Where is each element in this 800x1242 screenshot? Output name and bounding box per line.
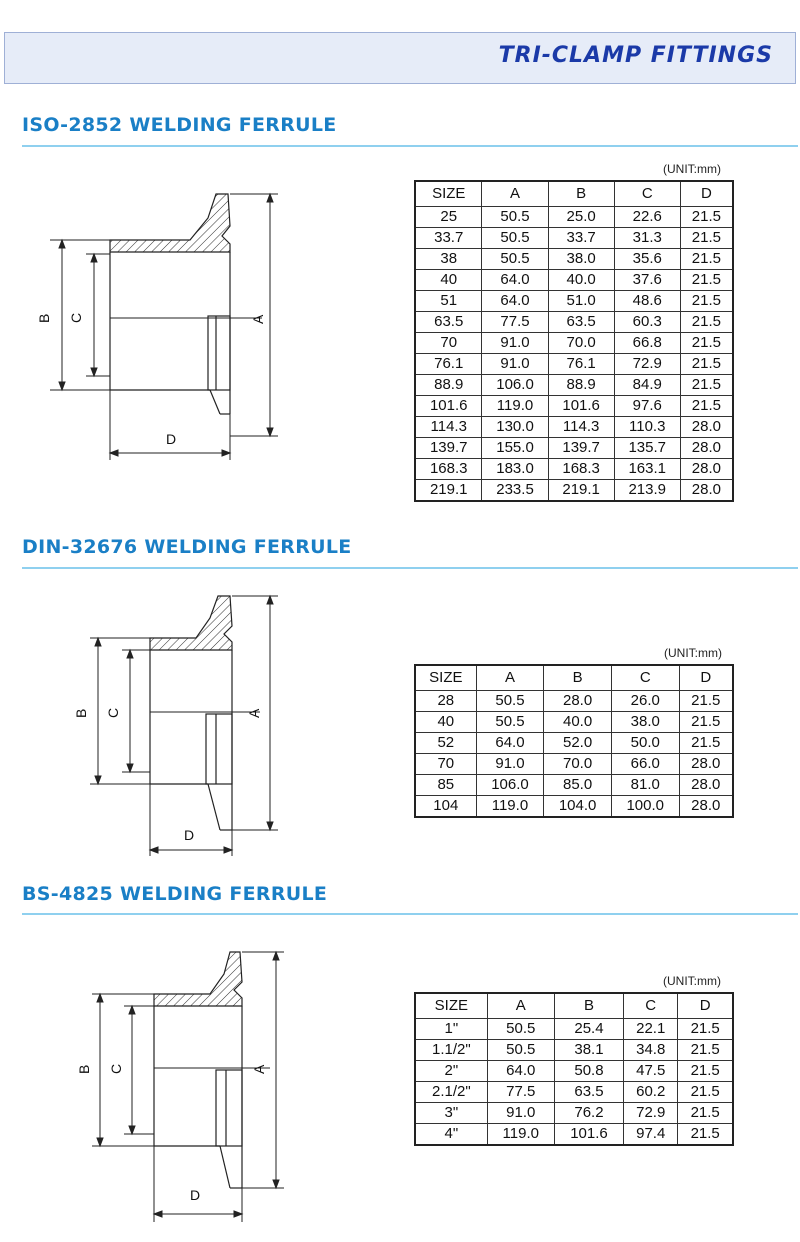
dimension-cell: 72.9 xyxy=(624,1103,678,1124)
dimension-cell: 91.0 xyxy=(482,333,548,354)
dimension-cell: 77.5 xyxy=(482,312,548,333)
table-row xyxy=(415,1124,733,1146)
dimension-cell: 28.0 xyxy=(544,691,612,712)
dimension-cell: 28.0 xyxy=(679,775,733,796)
table-row xyxy=(415,691,733,712)
spec-table-bs-4825 xyxy=(414,992,734,1146)
size-cell: 101.6 xyxy=(415,396,482,417)
dimension-cell: 100.0 xyxy=(611,796,679,818)
table-row xyxy=(415,733,733,754)
table-row xyxy=(415,459,733,480)
dimension-cell: 104.0 xyxy=(544,796,612,818)
section-divider xyxy=(22,913,798,915)
dimension-cell: 21.5 xyxy=(680,291,733,312)
table-header-row xyxy=(415,665,733,691)
dimension-label-a: A xyxy=(250,314,266,324)
dimension-cell: 70.0 xyxy=(548,333,614,354)
dimension-cell: 26.0 xyxy=(611,691,679,712)
dimension-cell: 183.0 xyxy=(482,459,548,480)
table-row xyxy=(415,396,733,417)
size-cell: 52 xyxy=(415,733,476,754)
dimension-cell: 64.0 xyxy=(482,270,548,291)
ferrule-diagram-iso-2852 xyxy=(30,178,290,468)
dimension-cell: 47.5 xyxy=(624,1061,678,1082)
dimension-cell: 21.5 xyxy=(680,207,733,228)
column-header: B xyxy=(554,993,623,1019)
spec-table-din-32676 xyxy=(414,664,734,818)
dimension-cell: 28.0 xyxy=(680,459,733,480)
column-header: D xyxy=(678,993,733,1019)
size-cell: 2.1/2" xyxy=(415,1082,487,1103)
dimension-cell: 63.5 xyxy=(548,312,614,333)
size-cell: 1.1/2" xyxy=(415,1040,487,1061)
dimension-cell: 101.6 xyxy=(554,1124,623,1146)
dimension-cell: 28.0 xyxy=(679,796,733,818)
dimension-cell: 139.7 xyxy=(548,438,614,459)
dimension-cell: 52.0 xyxy=(544,733,612,754)
dimension-cell: 70.0 xyxy=(544,754,612,775)
table-header-row xyxy=(415,993,733,1019)
column-header: C xyxy=(614,181,680,207)
dimension-cell: 64.0 xyxy=(476,733,544,754)
ferrule-diagram-din-32676 xyxy=(68,588,288,858)
column-header: A xyxy=(476,665,544,691)
dimension-cell: 25.0 xyxy=(548,207,614,228)
dimension-cell: 21.5 xyxy=(679,691,733,712)
dimension-cell: 21.5 xyxy=(678,1103,733,1124)
header-banner xyxy=(4,32,796,84)
dimension-cell: 50.5 xyxy=(487,1040,554,1061)
dimension-cell: 219.1 xyxy=(548,480,614,502)
dimension-label-d: D xyxy=(184,827,195,843)
dimension-cell: 50.5 xyxy=(482,228,548,249)
dimension-cell: 21.5 xyxy=(680,312,733,333)
section-title-din-32676: DIN-32676 WELDING FERRULE xyxy=(22,536,352,558)
spec-table-iso-2852 xyxy=(414,180,734,502)
size-cell: 25 xyxy=(415,207,482,228)
dimension-cell: 21.5 xyxy=(680,270,733,291)
dimension-cell: 233.5 xyxy=(482,480,548,502)
table-row xyxy=(415,207,733,228)
ferrule-section-drawing xyxy=(110,194,230,414)
table-row xyxy=(415,1082,733,1103)
section-divider xyxy=(22,567,798,569)
table-row xyxy=(415,249,733,270)
dimension-cell: 63.5 xyxy=(554,1082,623,1103)
dimension-cell: 85.0 xyxy=(544,775,612,796)
unit-label: (UNIT:mm) xyxy=(664,646,722,660)
dimension-cell: 101.6 xyxy=(548,396,614,417)
dimension-cell: 25.4 xyxy=(554,1019,623,1040)
dimension-cell: 76.1 xyxy=(548,354,614,375)
dimension-cell: 91.0 xyxy=(476,754,544,775)
dimension-cell: 163.1 xyxy=(614,459,680,480)
table-row xyxy=(415,775,733,796)
dimension-cell: 77.5 xyxy=(487,1082,554,1103)
dimension-cell: 72.9 xyxy=(614,354,680,375)
dimension-cell: 34.8 xyxy=(624,1040,678,1061)
dimension-cell: 48.6 xyxy=(614,291,680,312)
table-row xyxy=(415,228,733,249)
dimension-cell: 21.5 xyxy=(678,1124,733,1146)
ferrule-diagram-bs-4825 xyxy=(74,944,290,1226)
dimension-cell: 50.5 xyxy=(482,207,548,228)
dimension-cell: 28.0 xyxy=(680,438,733,459)
dimension-cell: 21.5 xyxy=(680,249,733,270)
column-header: B xyxy=(544,665,612,691)
dimension-cell: 21.5 xyxy=(678,1061,733,1082)
table-row xyxy=(415,417,733,438)
dimension-cell: 76.2 xyxy=(554,1103,623,1124)
dimension-label-a: A xyxy=(251,1064,267,1074)
table-row xyxy=(415,754,733,775)
column-header: D xyxy=(679,665,733,691)
dimension-cell: 37.6 xyxy=(614,270,680,291)
size-cell: 40 xyxy=(415,712,476,733)
dimension-c xyxy=(124,1006,154,1134)
size-cell: 139.7 xyxy=(415,438,482,459)
column-header: A xyxy=(482,181,548,207)
size-cell: 114.3 xyxy=(415,417,482,438)
dimension-cell: 38.0 xyxy=(548,249,614,270)
dimension-cell: 51.0 xyxy=(548,291,614,312)
table-row xyxy=(415,375,733,396)
dimension-cell: 91.0 xyxy=(482,354,548,375)
dimension-cell: 50.5 xyxy=(482,249,548,270)
dimension-cell: 64.0 xyxy=(487,1061,554,1082)
table-row xyxy=(415,1103,733,1124)
dimension-cell: 135.7 xyxy=(614,438,680,459)
dimension-cell: 81.0 xyxy=(611,775,679,796)
table-row xyxy=(415,796,733,818)
dimension-cell: 21.5 xyxy=(680,375,733,396)
dimension-cell: 97.6 xyxy=(614,396,680,417)
table-row xyxy=(415,333,733,354)
dimension-cell: 50.8 xyxy=(554,1061,623,1082)
size-cell: 70 xyxy=(415,333,482,354)
dimension-c xyxy=(122,650,150,772)
size-cell: 63.5 xyxy=(415,312,482,333)
unit-label: (UNIT:mm) xyxy=(663,162,721,176)
dimension-cell: 38.0 xyxy=(611,712,679,733)
size-cell: 33.7 xyxy=(415,228,482,249)
size-cell: 40 xyxy=(415,270,482,291)
section-title-bs-4825: BS-4825 WELDING FERRULE xyxy=(22,883,328,905)
size-cell: 104 xyxy=(415,796,476,818)
column-header: B xyxy=(548,181,614,207)
size-cell: 51 xyxy=(415,291,482,312)
dimension-label-a: A xyxy=(246,708,262,718)
dimension-cell: 50.5 xyxy=(487,1019,554,1040)
dimension-cell: 50.0 xyxy=(611,733,679,754)
table-header-row xyxy=(415,181,733,207)
dimension-cell: 50.5 xyxy=(476,712,544,733)
dimension-d xyxy=(110,390,230,460)
ferrule-section-drawing xyxy=(154,952,242,1188)
dimension-cell: 21.5 xyxy=(678,1082,733,1103)
dimension-cell: 21.5 xyxy=(679,712,733,733)
column-header: C xyxy=(624,993,678,1019)
dimension-cell: 119.0 xyxy=(482,396,548,417)
dimension-cell: 66.0 xyxy=(611,754,679,775)
dimension-cell: 106.0 xyxy=(482,375,548,396)
dimension-cell: 91.0 xyxy=(487,1103,554,1124)
dimension-cell: 213.9 xyxy=(614,480,680,502)
dimension-cell: 35.6 xyxy=(614,249,680,270)
table-row xyxy=(415,354,733,375)
dimension-label-d: D xyxy=(190,1187,201,1203)
dimension-cell: 31.3 xyxy=(614,228,680,249)
dimension-cell: 21.5 xyxy=(679,733,733,754)
table-row xyxy=(415,1040,733,1061)
dimension-cell: 88.9 xyxy=(548,375,614,396)
table-row xyxy=(415,712,733,733)
dimension-cell: 21.5 xyxy=(680,333,733,354)
table-row xyxy=(415,312,733,333)
size-cell: 2" xyxy=(415,1061,487,1082)
dimension-cell: 21.5 xyxy=(680,228,733,249)
size-cell: 4" xyxy=(415,1124,487,1146)
dimension-cell: 119.0 xyxy=(476,796,544,818)
size-cell: 28 xyxy=(415,691,476,712)
page-title: TRI-CLAMP FITTINGS xyxy=(498,43,773,68)
column-header: SIZE xyxy=(415,181,482,207)
table-row xyxy=(415,291,733,312)
dimension-label-c: C xyxy=(68,312,84,323)
section-title-iso-2852: ISO-2852 WELDING FERRULE xyxy=(22,114,337,136)
dimension-cell: 33.7 xyxy=(548,228,614,249)
column-header: A xyxy=(487,993,554,1019)
dimension-cell: 114.3 xyxy=(548,417,614,438)
dimension-cell: 22.1 xyxy=(624,1019,678,1040)
dimension-cell: 168.3 xyxy=(548,459,614,480)
column-header: SIZE xyxy=(415,665,476,691)
ferrule-section-drawing xyxy=(150,596,232,830)
unit-label: (UNIT:mm) xyxy=(663,974,721,988)
dimension-cell: 130.0 xyxy=(482,417,548,438)
dimension-label-b: B xyxy=(76,1064,92,1074)
size-cell: 168.3 xyxy=(415,459,482,480)
dimension-cell: 28.0 xyxy=(679,754,733,775)
table-row xyxy=(415,1061,733,1082)
dimension-cell: 21.5 xyxy=(680,396,733,417)
dimension-cell: 84.9 xyxy=(614,375,680,396)
table-row xyxy=(415,1019,733,1040)
dimension-cell: 60.3 xyxy=(614,312,680,333)
dimension-cell: 50.5 xyxy=(476,691,544,712)
dimension-cell: 66.8 xyxy=(614,333,680,354)
dimension-label-b: B xyxy=(36,313,52,323)
table-row xyxy=(415,270,733,291)
column-header: C xyxy=(611,665,679,691)
dimension-cell: 38.1 xyxy=(554,1040,623,1061)
dimension-cell: 22.6 xyxy=(614,207,680,228)
section-divider xyxy=(22,145,798,147)
dimension-cell: 40.0 xyxy=(548,270,614,291)
size-cell: 76.1 xyxy=(415,354,482,375)
dimension-label-d: D xyxy=(166,431,177,447)
dimension-cell: 97.4 xyxy=(624,1124,678,1146)
dimension-cell: 40.0 xyxy=(544,712,612,733)
dimension-label-b: B xyxy=(73,708,89,718)
dimension-label-c: C xyxy=(105,707,121,718)
dimension-cell: 110.3 xyxy=(614,417,680,438)
size-cell: 38 xyxy=(415,249,482,270)
dimension-cell: 60.2 xyxy=(624,1082,678,1103)
dimension-d xyxy=(150,784,232,856)
table-row xyxy=(415,480,733,502)
dimension-cell: 21.5 xyxy=(678,1040,733,1061)
dimension-cell: 64.0 xyxy=(482,291,548,312)
size-cell: 70 xyxy=(415,754,476,775)
size-cell: 88.9 xyxy=(415,375,482,396)
dimension-cell: 28.0 xyxy=(680,480,733,502)
dimension-c xyxy=(86,254,110,376)
dimension-cell: 119.0 xyxy=(487,1124,554,1146)
column-header: SIZE xyxy=(415,993,487,1019)
size-cell: 219.1 xyxy=(415,480,482,502)
table-row xyxy=(415,438,733,459)
dimension-label-c: C xyxy=(108,1063,124,1074)
dimension-cell: 155.0 xyxy=(482,438,548,459)
dimension-cell: 21.5 xyxy=(680,354,733,375)
size-cell: 85 xyxy=(415,775,476,796)
dimension-cell: 106.0 xyxy=(476,775,544,796)
size-cell: 3" xyxy=(415,1103,487,1124)
dimension-cell: 21.5 xyxy=(678,1019,733,1040)
size-cell: 1" xyxy=(415,1019,487,1040)
column-header: D xyxy=(680,181,733,207)
dimension-cell: 28.0 xyxy=(680,417,733,438)
